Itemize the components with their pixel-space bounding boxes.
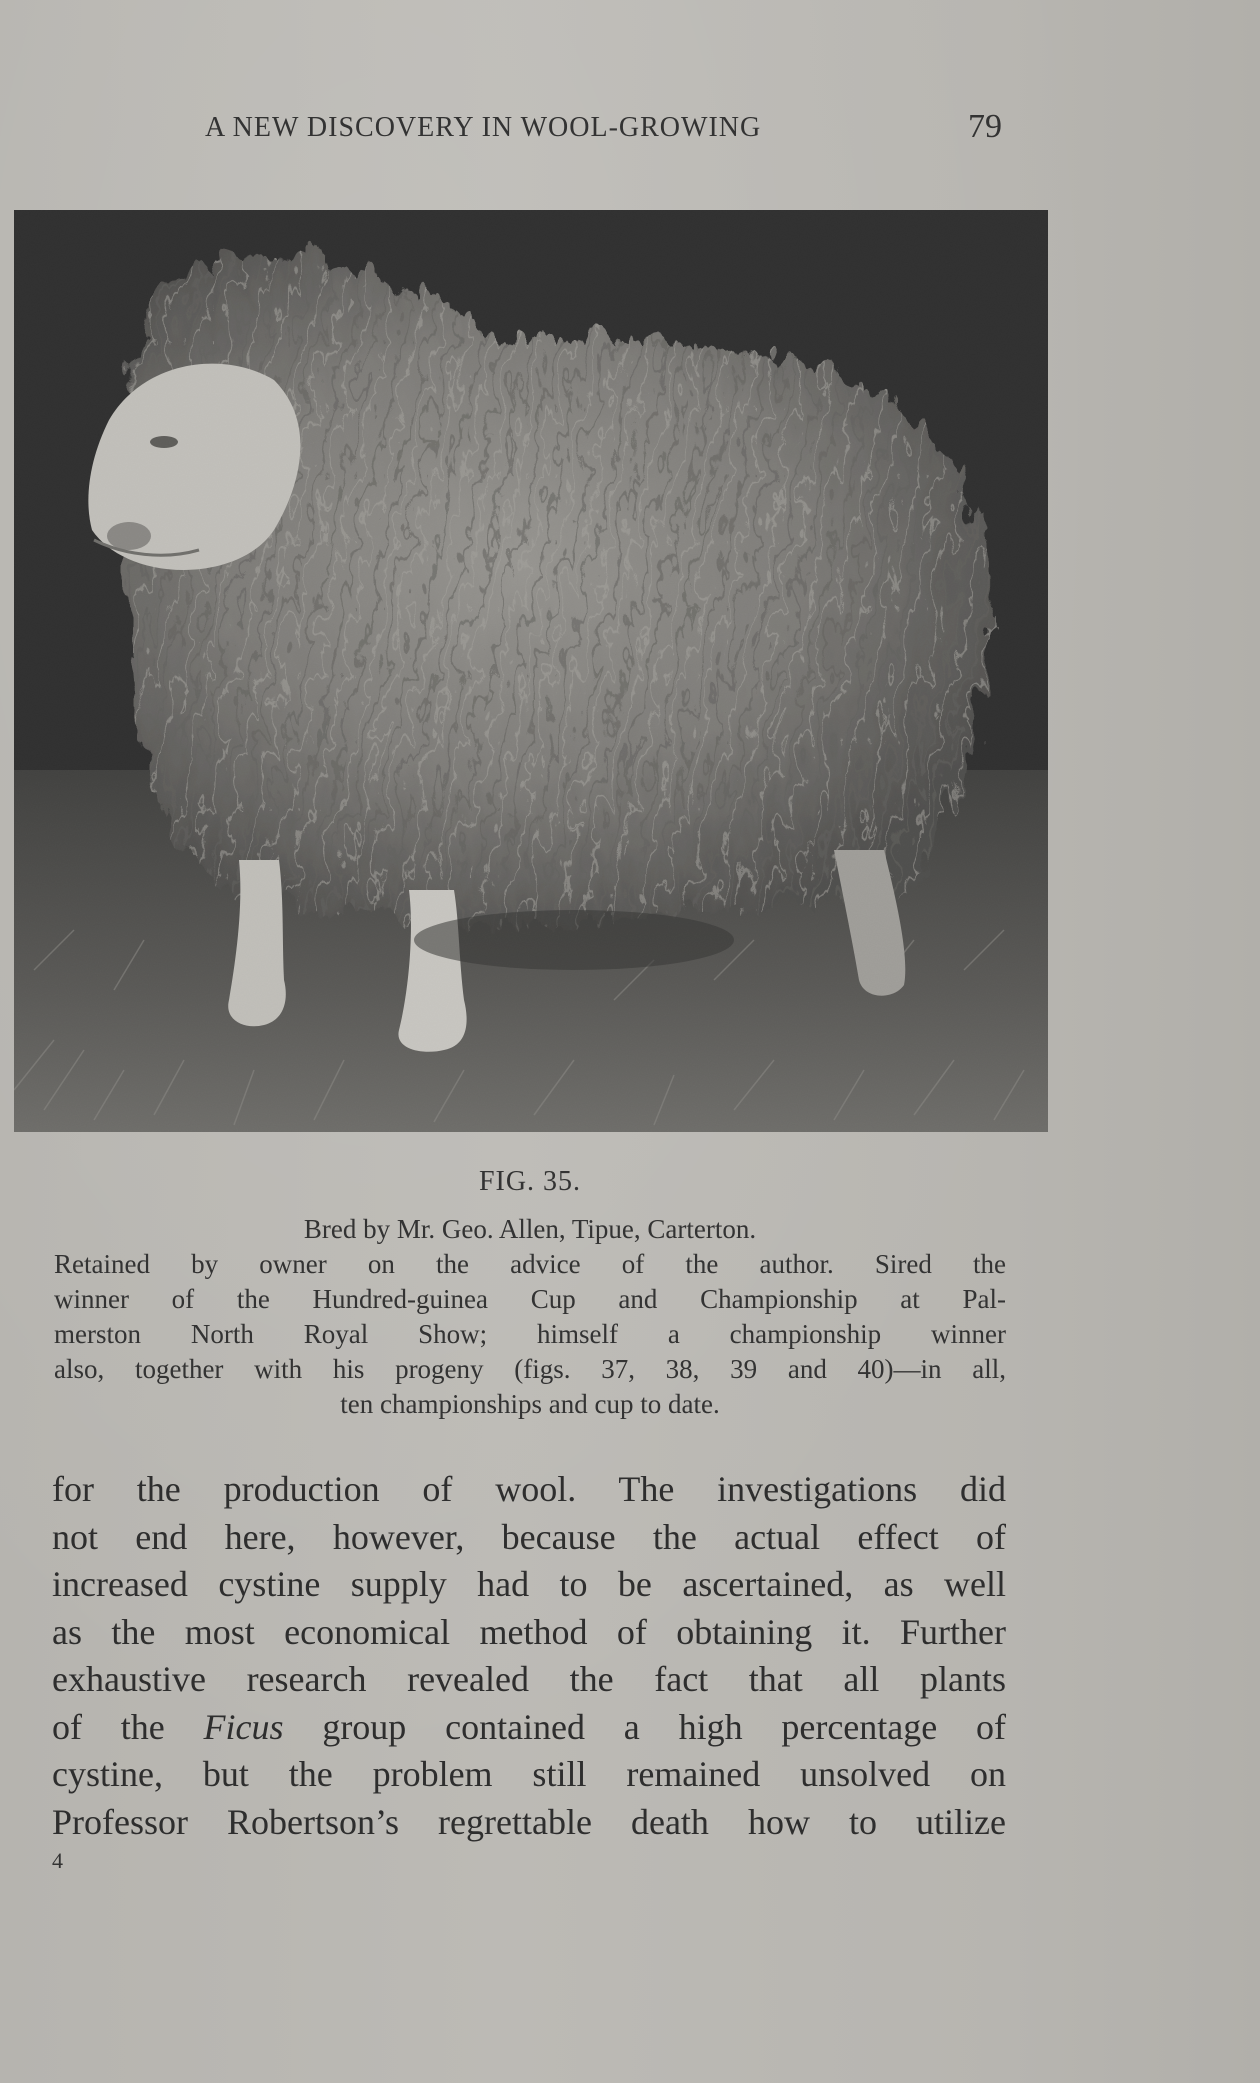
body-line-ficus-after: group contained a high percentage of — [283, 1706, 1007, 1747]
body-line: increased cystine supply had to be ascertained, as well — [52, 1564, 1006, 1604]
signature-mark: 4 — [52, 1848, 63, 1873]
body-line: cystine, but the problem still remained unsolved on — [52, 1754, 1006, 1794]
figure-caption — [54, 1212, 1006, 1422]
body-line: Professor Robertson’s regrettable death how to utilize — [52, 1801, 1006, 1842]
caption-line: merston North Royal Show; himself a championship winner — [54, 1319, 1006, 1349]
body-line: not end here, however, because the actual effect of — [52, 1516, 1006, 1557]
caption-line: Retained by owner on the advice of the author. Sired the — [54, 1249, 1006, 1279]
page-number: 79 — [968, 108, 1002, 145]
sheep-photo-illustration — [14, 210, 1048, 1132]
body-line: exhaustive research revealed the fact that all plants — [52, 1659, 1006, 1699]
caption-line-last: ten championships and cup to date. — [340, 1389, 720, 1419]
caption-line-breeder: Bred by Mr. Geo. Allen, Tipue, Carterton. — [303, 1214, 757, 1244]
caption-line: also, together with his progeny (figs. 37, 38, 39 and 40)—in all, — [54, 1354, 1006, 1384]
sheep-photograph — [14, 210, 1048, 1132]
caption-line: winner of the Hundred-guinea Cup and Championship at Pal- — [54, 1284, 1006, 1314]
running-head-title: A NEW DISCOVERY IN WOOL-GROWING — [205, 112, 762, 143]
ficus-italic: Ficus — [203, 1706, 284, 1747]
body-line-ficus-before: of the — [52, 1706, 204, 1747]
body-paragraph — [52, 1466, 1006, 1846]
body-line-ficus — [52, 1704, 1006, 1752]
figure-label: FIG. 35. — [478, 1166, 582, 1197]
body-line: as the most economical method of obtaining it. Further — [52, 1611, 1006, 1652]
body-line: for the production of wool. The investigations did — [52, 1469, 1006, 1509]
